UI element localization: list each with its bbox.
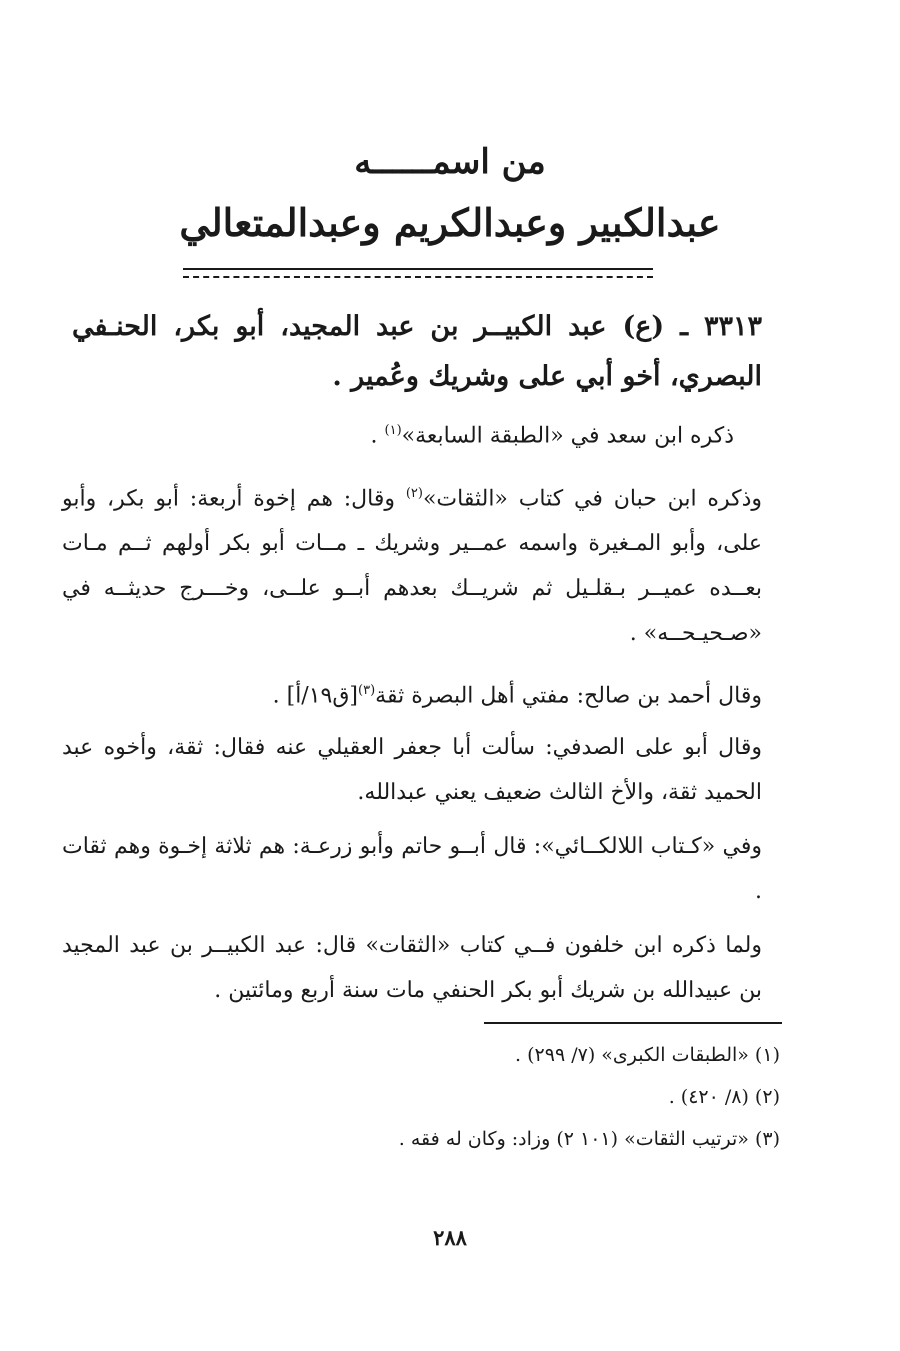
page-number: ٢٨٨ — [433, 1225, 467, 1250]
footnote-2: (٢) (٨/ ٤٢٠) . — [668, 1086, 780, 1108]
section-heading-line2: عبدالكبير وعبدالكريم وعبدالمتعالي — [179, 200, 721, 245]
section-heading-line1: من اسمــــــه — [354, 142, 546, 182]
paragraph-text: وقال أحمد بن صالح: مفتي أهل البصرة ثقة — [375, 683, 762, 709]
entry-heading: ٣٣١٣ ـ (ع) عبد الكبيــر بن عبد المجيد، أبو بكر، الحنـفي البصري، أخو أبي على وشريك وعُمير . — [72, 311, 762, 392]
paragraph-sadafi: وقال أبو على الصدفي: سألت أبا جعفر العقيلي عنه فقال: ثقة، وأخوه عبد الحميد ثقة، والأخ الثالث ضعيف يعني عبدالله. — [62, 735, 762, 805]
paragraph-end: وقال: هم إخوة أربعة: أبو بكر، وأبو على، وأبو المـغيرة واسمه عمــير وشريك ـ مــات أبو بكر أولهم ثــم مـات بعــده عميــر بـقلـيل ثم شريــك بعدهم أبــو علــى، وخـــرج حديثــه في «صـحيـحــه» . — [62, 486, 762, 647]
paragraph-end: . — [370, 423, 385, 449]
heading-divider — [183, 268, 653, 278]
footnote-ref-2[interactable]: (٢) — [405, 486, 423, 501]
paragraph-ahmad-ibn-salih — [62, 668, 762, 718]
paragraph-lalakai: وفي «كـتاب اللالكــائي»: قال أبــو حاتم وأبو زرعـة: هم ثلاثة إخـوة وهم ثقات . — [62, 834, 762, 904]
paragraph-text: ذكره ابن سعد في «الطبقة السابعة» — [401, 423, 734, 449]
footnote-3: (٣) «ترتيب الثقات» (١٠١ ٢) وزاد: وكان له فقه . — [398, 1128, 780, 1150]
footnote-ref-1[interactable]: (١) — [384, 423, 402, 438]
footnote-1: (١) «الطبقات الكبرى» (٧/ ٢٩٩) . — [515, 1044, 780, 1066]
paragraph-ibn-hibban — [62, 471, 762, 656]
manuscript-ref: [ق١٩/أ] . — [272, 683, 359, 709]
footnote-ref-3[interactable]: (٣) — [358, 683, 376, 698]
paragraph-text: وذكره ابن حبان في كتاب «الثقات» — [422, 486, 762, 512]
footnote-divider — [484, 1022, 782, 1024]
paragraph-ibn-saad — [62, 408, 762, 458]
paragraph-ibn-khalfun: ولما ذكره ابن خلفون فــي كتاب «الثقات» قال: عبد الكبيــر بن عبد المجيد بن عبيدالله بن شريك أبو بكر الحنفي مات سنة أربع ومائتين . — [62, 933, 762, 1003]
